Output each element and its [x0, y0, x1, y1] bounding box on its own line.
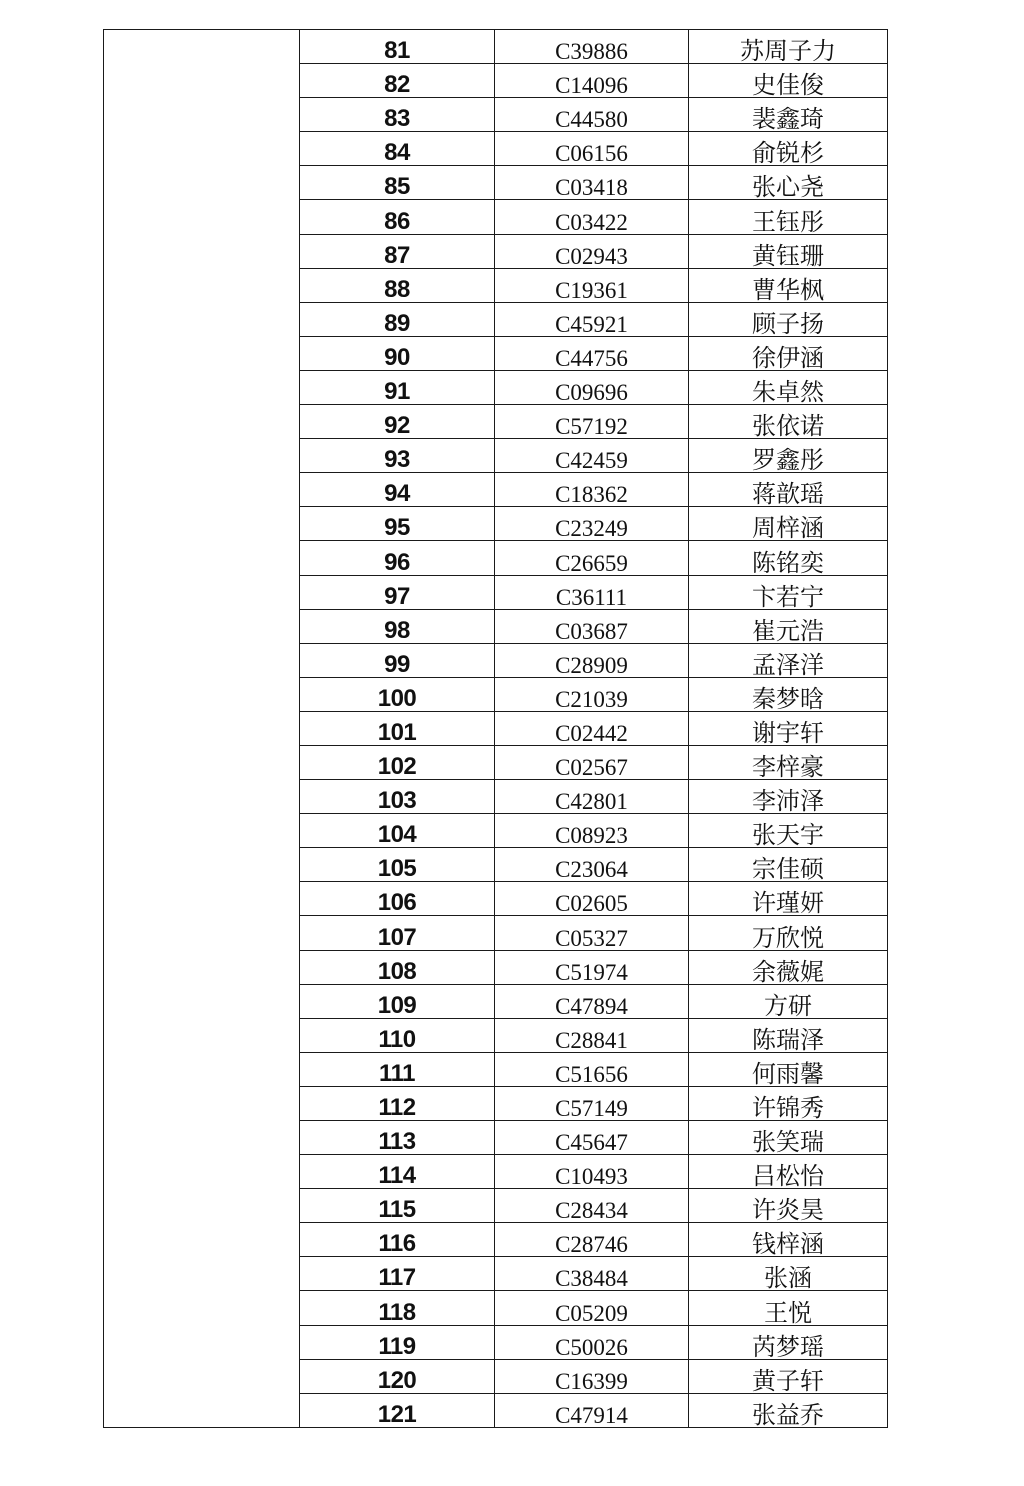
registration-code-cell: C36111 [495, 575, 689, 609]
student-name-cell: 张益乔 [689, 1393, 888, 1427]
serial-number-cell: 93 [300, 439, 495, 473]
student-name-cell: 罗鑫彤 [689, 439, 888, 473]
serial-number-cell: 105 [300, 848, 495, 882]
registration-code-cell: C39886 [495, 30, 689, 64]
serial-number-cell: 89 [300, 302, 495, 336]
student-name-cell: 黄钰珊 [689, 234, 888, 268]
registration-code-cell: C51974 [495, 950, 689, 984]
registration-code-cell: C26659 [495, 541, 689, 575]
serial-number-cell: 109 [300, 984, 495, 1018]
registration-code-cell: C28434 [495, 1189, 689, 1223]
registration-code-cell: C14096 [495, 64, 689, 98]
registration-code-cell: C03422 [495, 200, 689, 234]
serial-number-cell: 121 [300, 1393, 495, 1427]
serial-number-cell: 99 [300, 643, 495, 677]
serial-number-cell: 112 [300, 1086, 495, 1120]
student-name-cell: 余薇娓 [689, 950, 888, 984]
serial-number-cell: 97 [300, 575, 495, 609]
serial-number-cell: 119 [300, 1325, 495, 1359]
student-name-cell: 苏周子力 [689, 30, 888, 64]
student-name-cell: 宗佳硕 [689, 848, 888, 882]
registration-code-cell: C08923 [495, 814, 689, 848]
student-name-cell: 顾子扬 [689, 302, 888, 336]
student-name-cell: 秦梦晗 [689, 677, 888, 711]
serial-number-cell: 113 [300, 1121, 495, 1155]
student-name-cell: 崔元浩 [689, 609, 888, 643]
serial-number-cell: 85 [300, 166, 495, 200]
student-name-cell: 曹华枫 [689, 268, 888, 302]
student-name-cell: 许瑾妍 [689, 882, 888, 916]
student-name-cell: 朱卓然 [689, 370, 888, 404]
registration-code-cell: C44580 [495, 98, 689, 132]
student-name-cell: 徐伊涵 [689, 336, 888, 370]
registration-code-cell: C10493 [495, 1155, 689, 1189]
registration-code-cell: C45647 [495, 1121, 689, 1155]
student-name-cell: 许锦秀 [689, 1086, 888, 1120]
serial-number-cell: 120 [300, 1359, 495, 1393]
registration-code-cell: C44756 [495, 336, 689, 370]
registration-code-cell: C57192 [495, 405, 689, 439]
registration-code-cell: C28909 [495, 643, 689, 677]
serial-number-cell: 107 [300, 916, 495, 950]
student-name-cell: 许炎昊 [689, 1189, 888, 1223]
student-name-cell: 张依诺 [689, 405, 888, 439]
serial-number-cell: 110 [300, 1018, 495, 1052]
serial-number-cell: 87 [300, 234, 495, 268]
registration-code-cell: C05209 [495, 1291, 689, 1325]
serial-number-cell: 92 [300, 405, 495, 439]
serial-number-cell: 115 [300, 1189, 495, 1223]
student-name-cell: 卞若宁 [689, 575, 888, 609]
student-name-cell: 陈铭奕 [689, 541, 888, 575]
serial-number-cell: 103 [300, 780, 495, 814]
serial-number-cell: 82 [300, 64, 495, 98]
registration-code-cell: C23064 [495, 848, 689, 882]
registration-code-cell: C45921 [495, 302, 689, 336]
serial-number-cell: 111 [300, 1052, 495, 1086]
serial-number-cell: 84 [300, 132, 495, 166]
serial-number-cell: 101 [300, 711, 495, 745]
registration-code-cell: C47914 [495, 1393, 689, 1427]
student-name-cell: 周梓涵 [689, 507, 888, 541]
serial-number-cell: 88 [300, 268, 495, 302]
registration-code-cell: C28746 [495, 1223, 689, 1257]
student-name-cell: 王悦 [689, 1291, 888, 1325]
registration-code-cell: C19361 [495, 268, 689, 302]
student-name-cell: 钱梓涵 [689, 1223, 888, 1257]
student-name-cell: 万欣悦 [689, 916, 888, 950]
student-name-cell: 谢宇轩 [689, 711, 888, 745]
serial-number-cell: 114 [300, 1155, 495, 1189]
student-name-cell: 方研 [689, 984, 888, 1018]
registration-code-cell: C05327 [495, 916, 689, 950]
roster-table [103, 29, 888, 1428]
serial-number-cell: 83 [300, 98, 495, 132]
registration-code-cell: C06156 [495, 132, 689, 166]
serial-number-cell: 102 [300, 745, 495, 779]
registration-code-cell: C02605 [495, 882, 689, 916]
registration-code-cell: C42459 [495, 439, 689, 473]
serial-number-cell: 86 [300, 200, 495, 234]
roster-body [104, 30, 888, 1428]
serial-number-cell: 118 [300, 1291, 495, 1325]
student-name-cell: 吕松怡 [689, 1155, 888, 1189]
registration-code-cell: C38484 [495, 1257, 689, 1291]
registration-code-cell: C02567 [495, 745, 689, 779]
registration-code-cell: C02943 [495, 234, 689, 268]
serial-number-cell: 100 [300, 677, 495, 711]
merged-category-cell [104, 30, 300, 1428]
student-name-cell: 芮梦瑶 [689, 1325, 888, 1359]
serial-number-cell: 117 [300, 1257, 495, 1291]
registration-code-cell: C57149 [495, 1086, 689, 1120]
registration-code-cell: C51656 [495, 1052, 689, 1086]
serial-number-cell: 106 [300, 882, 495, 916]
student-name-cell: 张涵 [689, 1257, 888, 1291]
registration-code-cell: C23249 [495, 507, 689, 541]
student-name-cell: 黄子轩 [689, 1359, 888, 1393]
registration-code-cell: C02442 [495, 711, 689, 745]
registration-code-cell: C50026 [495, 1325, 689, 1359]
registration-code-cell: C09696 [495, 370, 689, 404]
student-name-cell: 王钰彤 [689, 200, 888, 234]
serial-number-cell: 116 [300, 1223, 495, 1257]
serial-number-cell: 91 [300, 370, 495, 404]
table-row [104, 30, 888, 64]
student-name-cell: 陈瑞泽 [689, 1018, 888, 1052]
serial-number-cell: 96 [300, 541, 495, 575]
serial-number-cell: 108 [300, 950, 495, 984]
student-name-cell: 李沛泽 [689, 780, 888, 814]
registration-code-cell: C18362 [495, 473, 689, 507]
serial-number-cell: 98 [300, 609, 495, 643]
serial-number-cell: 94 [300, 473, 495, 507]
registration-code-cell: C42801 [495, 780, 689, 814]
serial-number-cell: 90 [300, 336, 495, 370]
serial-number-cell: 104 [300, 814, 495, 848]
registration-code-cell: C16399 [495, 1359, 689, 1393]
student-name-cell: 蒋歆瑶 [689, 473, 888, 507]
registration-code-cell: C03687 [495, 609, 689, 643]
student-name-cell: 张笑瑞 [689, 1121, 888, 1155]
student-name-cell: 孟泽洋 [689, 643, 888, 677]
registration-code-cell: C28841 [495, 1018, 689, 1052]
registration-code-cell: C21039 [495, 677, 689, 711]
student-name-cell: 史佳俊 [689, 64, 888, 98]
registration-code-cell: C47894 [495, 984, 689, 1018]
student-name-cell: 李梓豪 [689, 745, 888, 779]
student-name-cell: 俞锐杉 [689, 132, 888, 166]
serial-number-cell: 95 [300, 507, 495, 541]
student-name-cell: 张天宇 [689, 814, 888, 848]
registration-code-cell: C03418 [495, 166, 689, 200]
student-name-cell: 张心尧 [689, 166, 888, 200]
serial-number-cell: 81 [300, 30, 495, 64]
student-name-cell: 裴鑫琦 [689, 98, 888, 132]
student-name-cell: 何雨馨 [689, 1052, 888, 1086]
